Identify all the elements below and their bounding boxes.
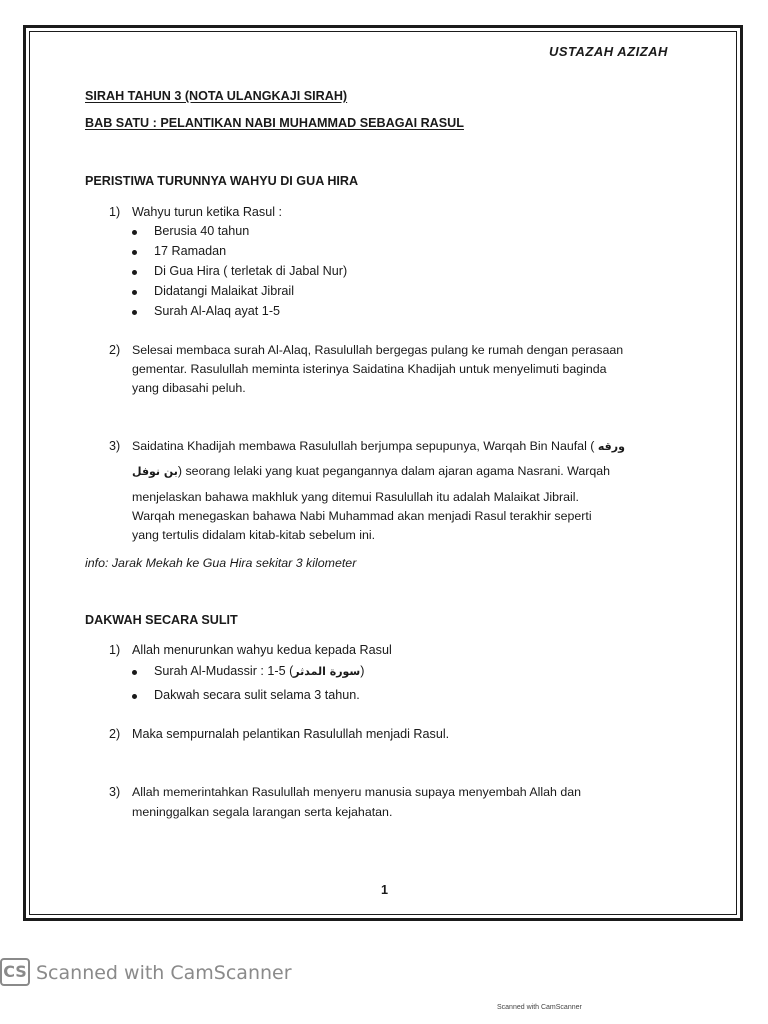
arabic-name: ورقه xyxy=(597,440,625,453)
bullet-dot xyxy=(132,694,137,699)
paragraph-line xyxy=(132,438,625,455)
bullet-text: Didatangi Malaikat Jibrail xyxy=(154,284,294,298)
section-heading: DAKWAH SECARA SULIT xyxy=(85,613,238,627)
bullet-text: Surah Al-Alaq ayat 1-5 xyxy=(154,304,281,318)
bullet-dot xyxy=(132,310,137,315)
paragraph-line xyxy=(132,463,610,480)
paragraph-line: Warqah menegaskan bahawa Nabi Muhammad akan menjadi Rasul terakhir seperti xyxy=(132,509,592,523)
paragraph-line: Allah memerintahkan Rasulullah menyeru manusia supaya menyembah Allah dan xyxy=(132,785,582,799)
bullet-text: 17 Ramadan xyxy=(154,244,227,258)
camscanner-small-watermark: Scanned with CamScanner xyxy=(497,1004,582,1011)
item-number: 3) xyxy=(109,785,121,799)
item-text: Wahyu turun ketika Rasul : xyxy=(132,205,283,219)
bullet-dot xyxy=(132,230,137,235)
bullet-text: Berusia 40 tahun xyxy=(154,224,250,238)
arabic-surah: سورة المدثر xyxy=(293,665,361,678)
document-title: SIRAH TAHUN 3 (NOTA ULANGKAJI SIRAH) xyxy=(85,89,348,103)
item-number: 2) xyxy=(109,343,121,357)
camscanner-logo: CS xyxy=(0,958,30,986)
author-name: USTAZAH AZIZAH xyxy=(549,44,668,59)
paragraph-line: yang dibasahi peluh. xyxy=(132,381,246,395)
page-number: 1 xyxy=(381,883,389,897)
bullet-dot xyxy=(132,270,137,275)
bullet-dot xyxy=(132,290,137,295)
bullet-dot xyxy=(132,250,137,255)
bullet-dot xyxy=(132,670,137,675)
paragraph-line: gementar. Rasulullah meminta isterinya Saidatina Khadijah untuk menyelimuti baginda xyxy=(132,362,607,376)
section-heading: PERISTIWA TURUNNYA WAHYU DI GUA HIRA xyxy=(85,174,359,188)
bullet-text xyxy=(154,663,364,680)
paragraph-line: yang tertulis didalam kitab-kitab sebelum ini. xyxy=(132,528,376,542)
paragraph-line: menjelaskan bahawa makhluk yang ditemui Rasulullah itu adalah Malaikat Jibrail. xyxy=(132,490,579,504)
paragraph-text: ) seorang lelaki yang kuat pegangannya dalam ajaran agama Nasrani. Warqah xyxy=(177,464,611,478)
item-number: 1) xyxy=(109,643,121,657)
arabic-name: بن نوفل xyxy=(132,465,178,478)
bullet-text: Di Gua Hira ( terletak di Jabal Nur) xyxy=(154,264,348,278)
paragraph-line: meninggalkan segala larangan serta kejahatan. xyxy=(132,805,393,819)
bullet-text: Dakwah secara sulit selama 3 tahun. xyxy=(154,688,360,702)
info-note: info: Jarak Mekah ke Gua Hira sekitar 3 kilometer xyxy=(85,556,357,570)
item-text: Maka sempurnalah pelantikan Rasulullah menjadi Rasul. xyxy=(132,727,450,741)
bullet-text-part: ) xyxy=(360,664,365,678)
item-number: 2) xyxy=(109,727,121,741)
item-number: 1) xyxy=(109,205,121,219)
camscanner-watermark: Scanned with CamScanner xyxy=(36,962,292,984)
paragraph-text: Saidatina Khadijah membawa Rasulullah berjumpa sepupunya, Warqah Bin Naufal ( xyxy=(132,439,595,453)
item-number: 3) xyxy=(109,439,121,453)
bullet-text-part: Surah Al-Mudassir : 1-5 ( xyxy=(154,664,294,678)
paragraph-line: Selesai membaca surah Al-Alaq, Rasulullah bergegas pulang ke rumah dengan perasaan xyxy=(132,343,624,357)
item-text: Allah menurunkan wahyu kedua kepada Rasul xyxy=(132,643,392,657)
chapter-title: BAB SATU : PELANTIKAN NABI MUHAMMAD SEBAGAI RASUL xyxy=(85,116,464,130)
